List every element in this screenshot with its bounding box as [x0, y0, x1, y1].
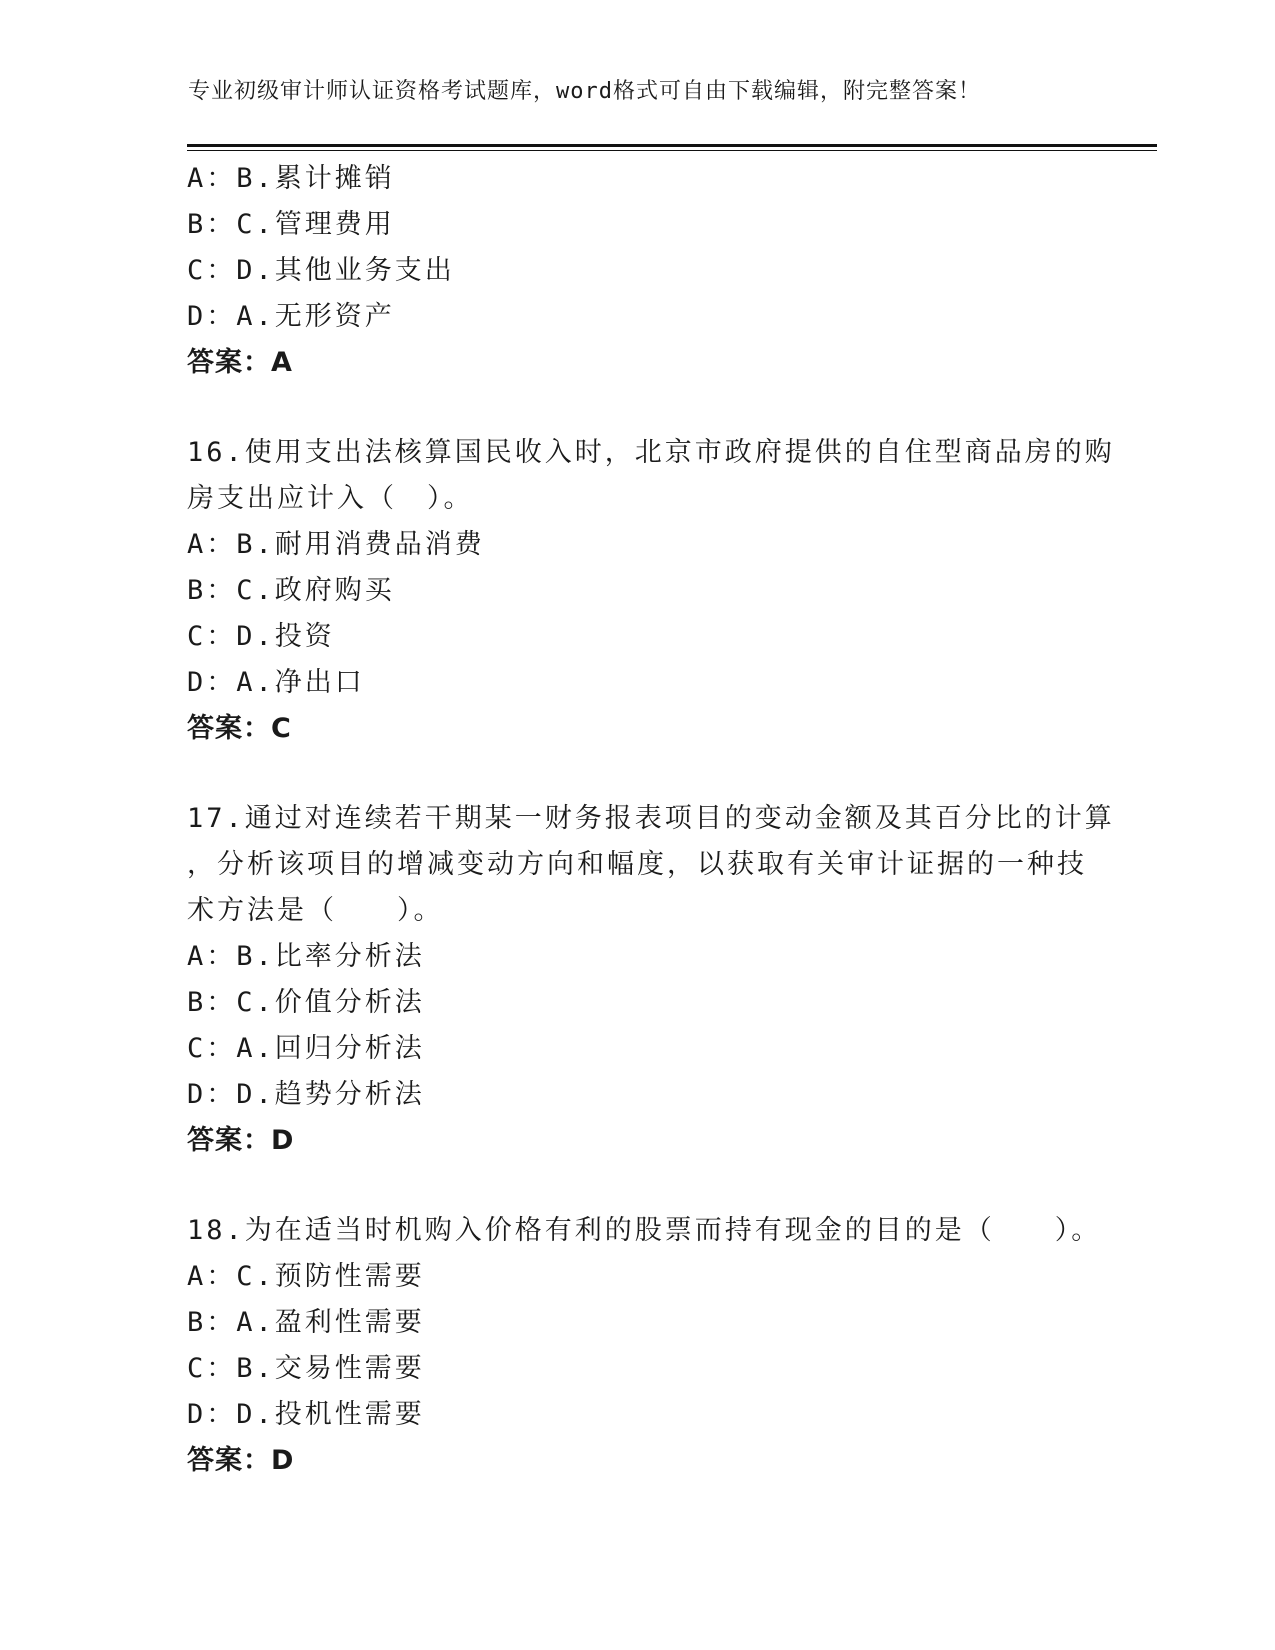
question-18: [187, 1208, 1102, 1484]
question-stem-line: 房支出应计入（ ）。: [187, 483, 474, 514]
question-15: [187, 156, 1087, 386]
question-stem-line: 16.使用支出法核算国民收入时，北京市政府提供的自住型商品房的购: [187, 437, 1115, 468]
option-a: A：B.耐用消费品消费: [187, 529, 485, 560]
question-stem-line: 18.为在适当时机购入价格有利的股票而持有现金的目的是（ ）。: [187, 1215, 1102, 1246]
question-17: [187, 796, 1115, 1164]
option-d: D：D.趋势分析法: [187, 1079, 425, 1110]
option-b: B：C.价值分析法: [187, 987, 425, 1018]
option-b: B：A.盈利性需要: [187, 1307, 425, 1338]
answer: 答案：D: [187, 1445, 295, 1476]
option-c: C：D.其他业务支出: [187, 255, 455, 286]
option-d: D：A.无形资产: [187, 301, 395, 332]
page-header: 专业初级审计师认证资格考试题库，word格式可自由下载编辑，附完整答案！: [188, 79, 981, 104]
answer: 答案：C: [187, 713, 292, 744]
option-b: B：C.管理费用: [187, 209, 395, 240]
option-c: C：D.投资: [187, 621, 335, 652]
option-d: D：A.净出口: [187, 667, 365, 698]
question-16: [187, 430, 1115, 752]
option-a: A：B.累计摊销: [187, 163, 395, 194]
header-rule-thin: [187, 150, 1157, 151]
option-b: B：C.政府购买: [187, 575, 395, 606]
question-stem-line: 17.通过对连续若干期某一财务报表项目的变动金额及其百分比的计算: [187, 803, 1115, 834]
option-a: A：B.比率分析法: [187, 941, 425, 972]
option-a: A：C.预防性需要: [187, 1261, 425, 1292]
option-c: C：B.交易性需要: [187, 1353, 425, 1384]
answer: 答案：D: [187, 1125, 295, 1156]
option-c: C：A.回归分析法: [187, 1033, 425, 1064]
question-content: [187, 156, 1115, 1484]
header-rule-thick: [187, 144, 1157, 147]
answer: 答案：A: [187, 347, 293, 378]
option-d: D：D.投机性需要: [187, 1399, 425, 1430]
question-stem-line: ，分析该项目的增减变动方向和幅度，以获取有关审计证据的一种技: [187, 849, 1087, 880]
question-stem-line: 术方法是（ ）。: [187, 895, 444, 926]
